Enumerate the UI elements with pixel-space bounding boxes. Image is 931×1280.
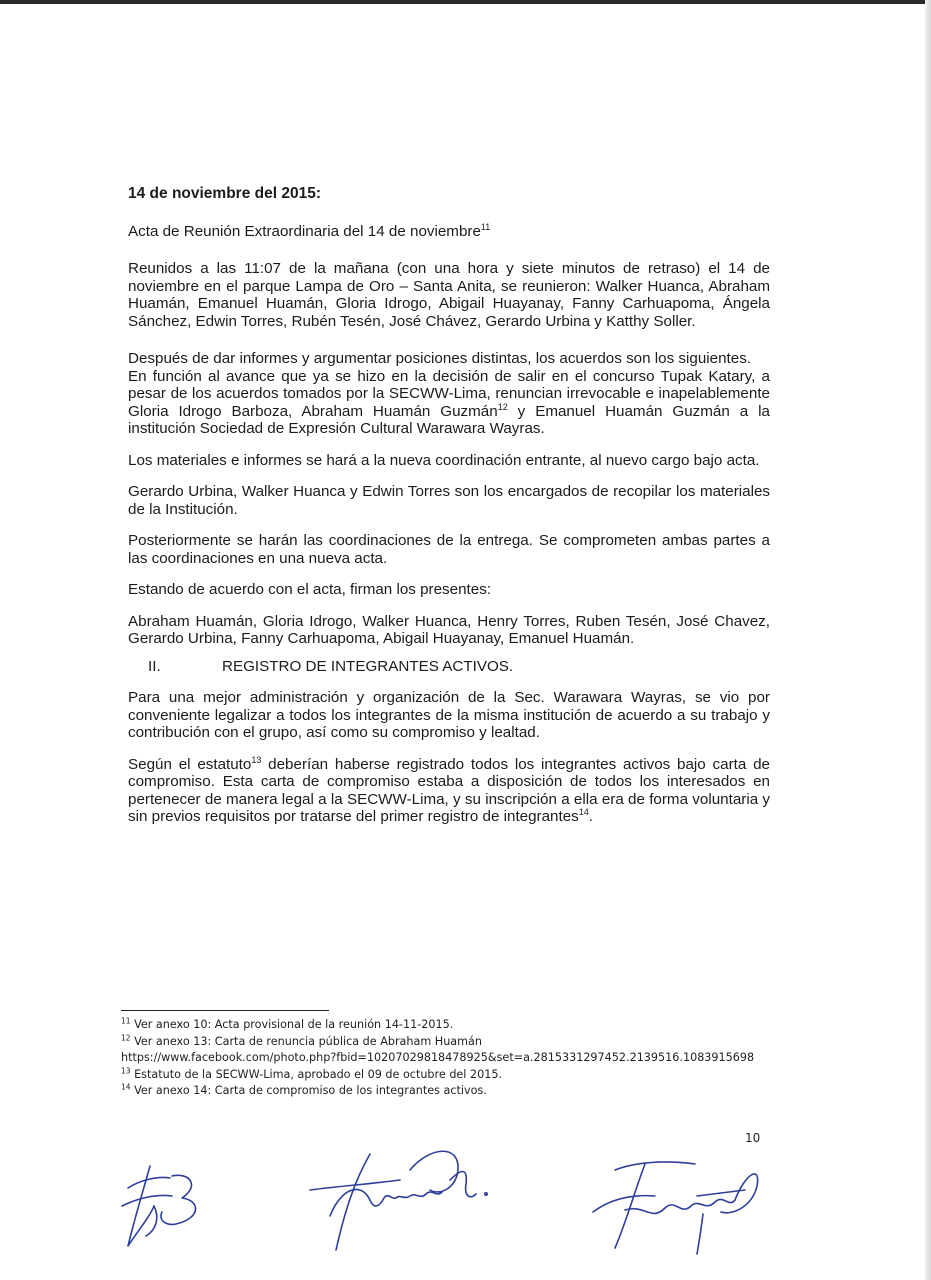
section-number: II.: [148, 657, 161, 675]
footnote-text: Ver anexo 13: Carta de renuncia pública de Abraham Huamán: [130, 1034, 483, 1048]
footnote-text: Ver anexo 14: Carta de compromiso de los integrantes activos.: [130, 1084, 487, 1097]
paragraph-administracion: Para una mejor administración y organización de la Sec. Warawara Wayras, se vio por conveniente legalizar a todos los integrantes de la misma institución de acuerdo a su trabajo y contribución con el grupo, así como su compromiso y lealtad.: [128, 689, 770, 741]
footnote-text: Ver anexo 10: Acta provisional de la reunión 14-11-2015.: [130, 1018, 454, 1031]
footnote-separator: [121, 1010, 329, 1011]
footnote-12-url[interactable]: [121, 1050, 766, 1067]
paragraph-estatuto-end: .: [588, 808, 594, 825]
footnote-number: 11: [121, 1016, 131, 1026]
scan-right-edge: [925, 0, 931, 1280]
paragraph-estatuto: [128, 756, 770, 826]
signature-left-drawing: [110, 1158, 210, 1253]
footnote-14: [121, 1083, 766, 1100]
paragraph-reunidos: Reunidos a las 11:07 de la mañana (con una hora y siete minutos de retraso) el 14 de noviembre en el parque Lampa de Oro – Santa Anita, se reunieron: Walker Huanca, Abraham Huamán, Emanuel Huamán, Gloria Idrogo, Abigail Huayanay, Fanny Carhuapoma, Ángela Sánchez, Edwin Torres, Rubén Tesén, José Chávez, Gerardo Urbina y Katthy Soller.: [128, 260, 770, 330]
paragraph-estatuto-text-a: Según el estatuto: [128, 755, 252, 773]
footnote-ref-14: 14: [578, 806, 589, 817]
paragraph-estando: Estando de acuerdo con el acta, firman los presentes:: [128, 581, 492, 598]
paragraph-estatuto-text-b: deberían haberse registrado todos los integrantes activos bajo carta de compromiso. Esta carta de compromiso estaba a disposición de todos los interesados en pertenecer de manera legal a la SECWW-Lima, y su inscripción a ella era de forma voluntaria y sin previos requisitos por tratarse del primer registro de integrantes: [128, 755, 770, 825]
document-body: [128, 185, 770, 826]
footnotes: [121, 1017, 766, 1100]
footnote-ref-11: 11: [480, 221, 491, 232]
paragraph-funcion-text-a: En función al avance que ya se hizo en la decisión de salir en el concurso Tupak Katary, a pesar de los acuerdos tomados por la SECWW-Lima, renuncian irrevocable e inapelablemente Gloria Idrogo Barboza, Abraham Huamán Guzmán: [128, 367, 770, 420]
signature-right-drawing: [585, 1150, 765, 1260]
paragraph-funcion-text-b: y Emanuel Huamán Guzmán a la institución Sociedad de Expresión Cultural Warawara Wayras.: [128, 402, 770, 437]
footnote-text: Estatuto de la SECWW-Lima, aprobado el 09 de octubre del 2015.: [130, 1067, 503, 1081]
footnote-ref-13: 13: [251, 754, 262, 765]
page-number: 10: [745, 1131, 761, 1145]
section-title: REGISTRO DE INTEGRANTES ACTIVOS.: [222, 657, 514, 675]
signature-center-drawing: [300, 1140, 500, 1260]
date-heading: 14 de noviembre del 2015:: [128, 185, 321, 202]
acta-title: [128, 223, 770, 241]
footnote-url[interactable]: https://www.facebook.com/photo.php?fbid=10207029818478925&set=a.2815331297452.2139516.1083915698: [121, 1051, 755, 1064]
paragraph-materiales: Los materiales e informes se hará a la nueva coordinación entrante, al nuevo cargo bajo acta.: [128, 451, 760, 469]
paragraph-posteriormente: Posteriormente se harán las coordinaciones de la entrega. Se comprometen ambas partes a las coordinaciones en una nueva acta.: [128, 532, 770, 567]
signature-right: [585, 1150, 765, 1260]
signature-left: [110, 1158, 210, 1253]
section-heading: [128, 658, 770, 676]
paragraph-despues: Después de dar informes y argumentar posiciones distintas, los acuerdos son los siguientes.: [128, 350, 752, 367]
footnote-number: 14: [121, 1082, 131, 1092]
footnote-number: 13: [121, 1065, 131, 1075]
paragraph-funcion: [128, 368, 770, 438]
footnote-11: [121, 1017, 766, 1034]
footnote-13: [121, 1067, 766, 1084]
signature-center: [300, 1140, 500, 1260]
paragraph-encargados: Gerardo Urbina, Walker Huanca y Edwin Torres son los encargados de recopilar los materiales de la Institución.: [128, 483, 770, 518]
footnote-ref-12: 12: [497, 401, 508, 412]
acta-title-text: Acta de Reunión Extraordinaria del 14 de noviembre: [128, 222, 481, 240]
paragraph-firmantes: Abraham Huamán, Gloria Idrogo, Walker Huanca, Henry Torres, Ruben Tesén, José Chavez, Gerardo Urbina, Fanny Carhuapoma, Abigail Huayanay, Emanuel Huamán.: [128, 612, 770, 647]
footnote-number: 12: [121, 1032, 131, 1042]
scan-top-edge: [0, 0, 931, 4]
footnote-12: [121, 1034, 766, 1051]
